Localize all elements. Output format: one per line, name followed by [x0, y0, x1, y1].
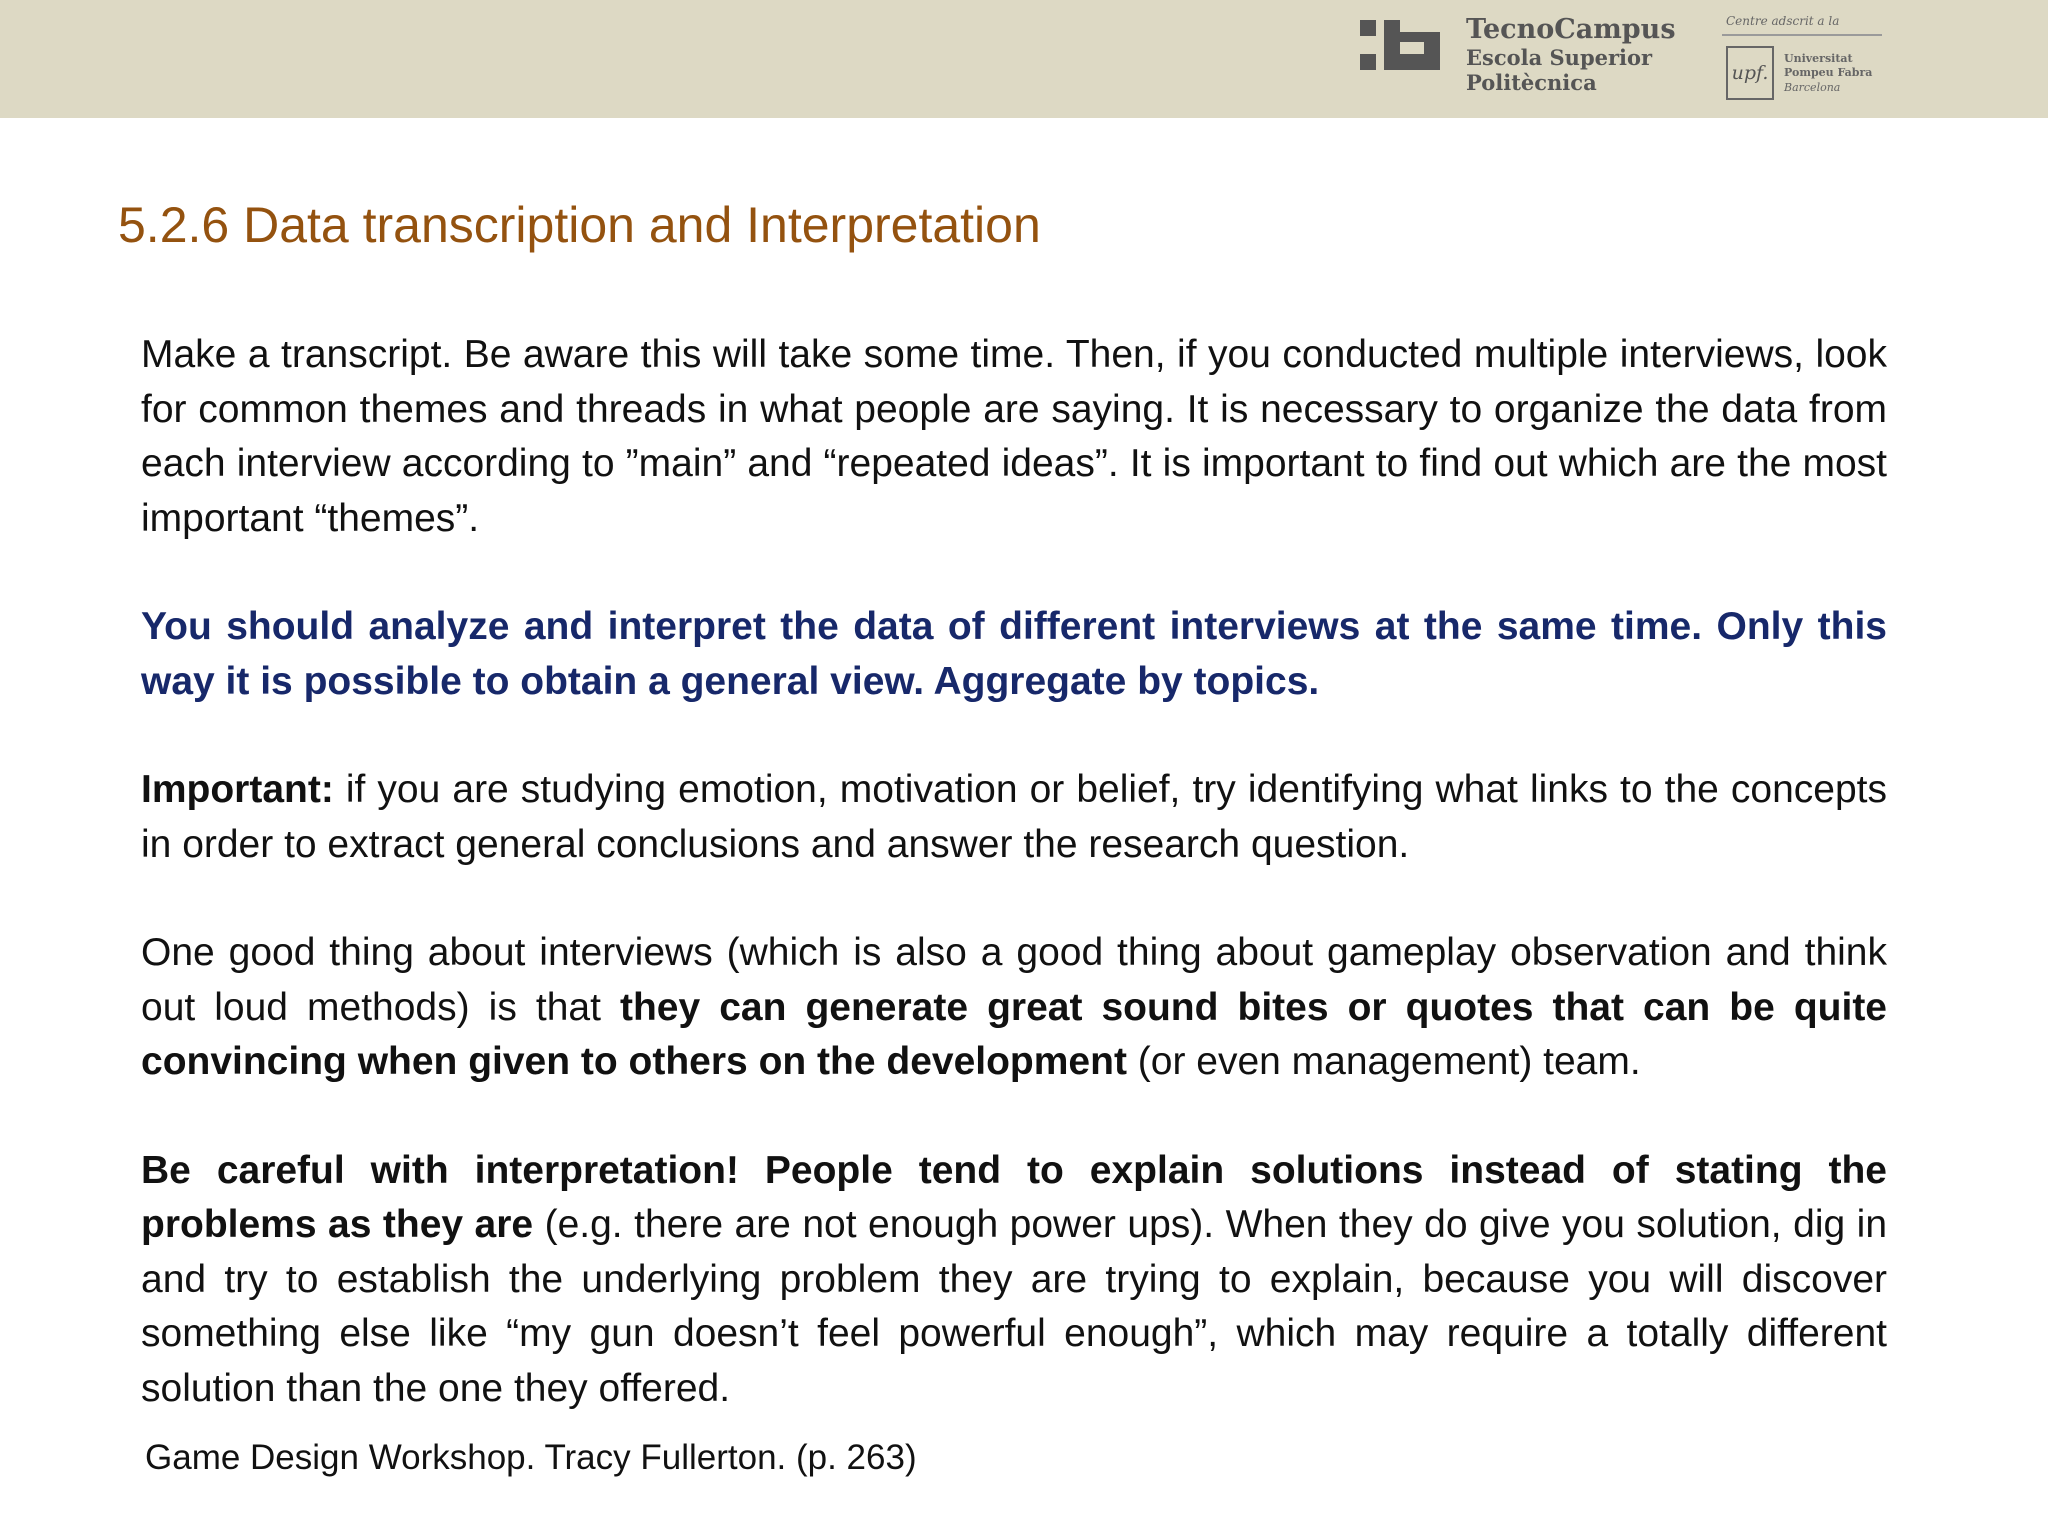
paragraph-interviews [141, 926, 1887, 1090]
paragraph-transcript: Make a transcript. Be aware this will take some time. Then, if you conducted multiple interviews, look for common themes and threads in what people are saying. It is necessary to organize the data from each interview according to ”main” and “repeated ideas”. It is important to find out which are the most important “themes”. [141, 333, 1887, 540]
slide-body [141, 328, 1887, 1470]
partner-caption: Centre adscrit a la [1726, 14, 1840, 28]
paragraph-careful [141, 1144, 1887, 1417]
partner-rule [1722, 34, 1882, 36]
interviews-emphasis: they can generate great sound bites or quotes that can be quite convincing when given to others on the development [141, 985, 1887, 1083]
header-band [0, 0, 2048, 118]
important-text: if you are studying emotion, motivation or belief, try identifying what links to the concepts in order to extract general conclusions and answer the research question. [141, 768, 1887, 866]
partner-line-1: Universitat [1784, 52, 1853, 65]
upf-mark: upf. [1726, 46, 1774, 100]
paragraph-analyze: You should analyze and interpret the data of different interviews at the same time. Only this way it is possible to obtain a general view. Aggregate by topics. [141, 605, 1887, 703]
tecnocampus-wordmark [1466, 16, 1676, 94]
logo-subtitle-2: Politècnica [1466, 70, 1597, 96]
partner-name [1784, 52, 1872, 95]
logo-subtitle-1: Escola Superior [1466, 45, 1653, 71]
partner-line-3: Barcelona [1784, 80, 1841, 94]
careful-emphasis: Be careful with interpretation! People tend to explain solutions instead of stating the problems as they are [141, 1148, 1887, 1246]
partner-line-2: Pompeu Fabra [1784, 66, 1873, 80]
upf-logo [1722, 12, 1882, 102]
interviews-text-start: One good thing about interviews (which is also a good thing about gameplay observation and think out loud methods) is that [141, 931, 1887, 1029]
logo-name: TecnoCampus [1466, 14, 1676, 45]
paragraph-important [141, 763, 1887, 872]
tecnocampus-logo-icon [1360, 20, 1442, 76]
careful-text: (e.g. there are not enough power ups). When they do give you solution, dig in and try to establish the underlying problem they are trying to explain, because you will discover something else like “my gun doesn’t feel powerful enough”, which may require a totally different solution than the one they offered. [141, 1203, 1888, 1410]
citation: Game Design Workshop. Tracy Fullerton. (p. 263) [145, 1438, 917, 1477]
important-label: Important: [141, 768, 334, 811]
slide-title: 5.2.6 Data transcription and Interpretation [118, 197, 1041, 253]
interviews-text-end: (or even management) team. [1126, 1040, 1641, 1083]
